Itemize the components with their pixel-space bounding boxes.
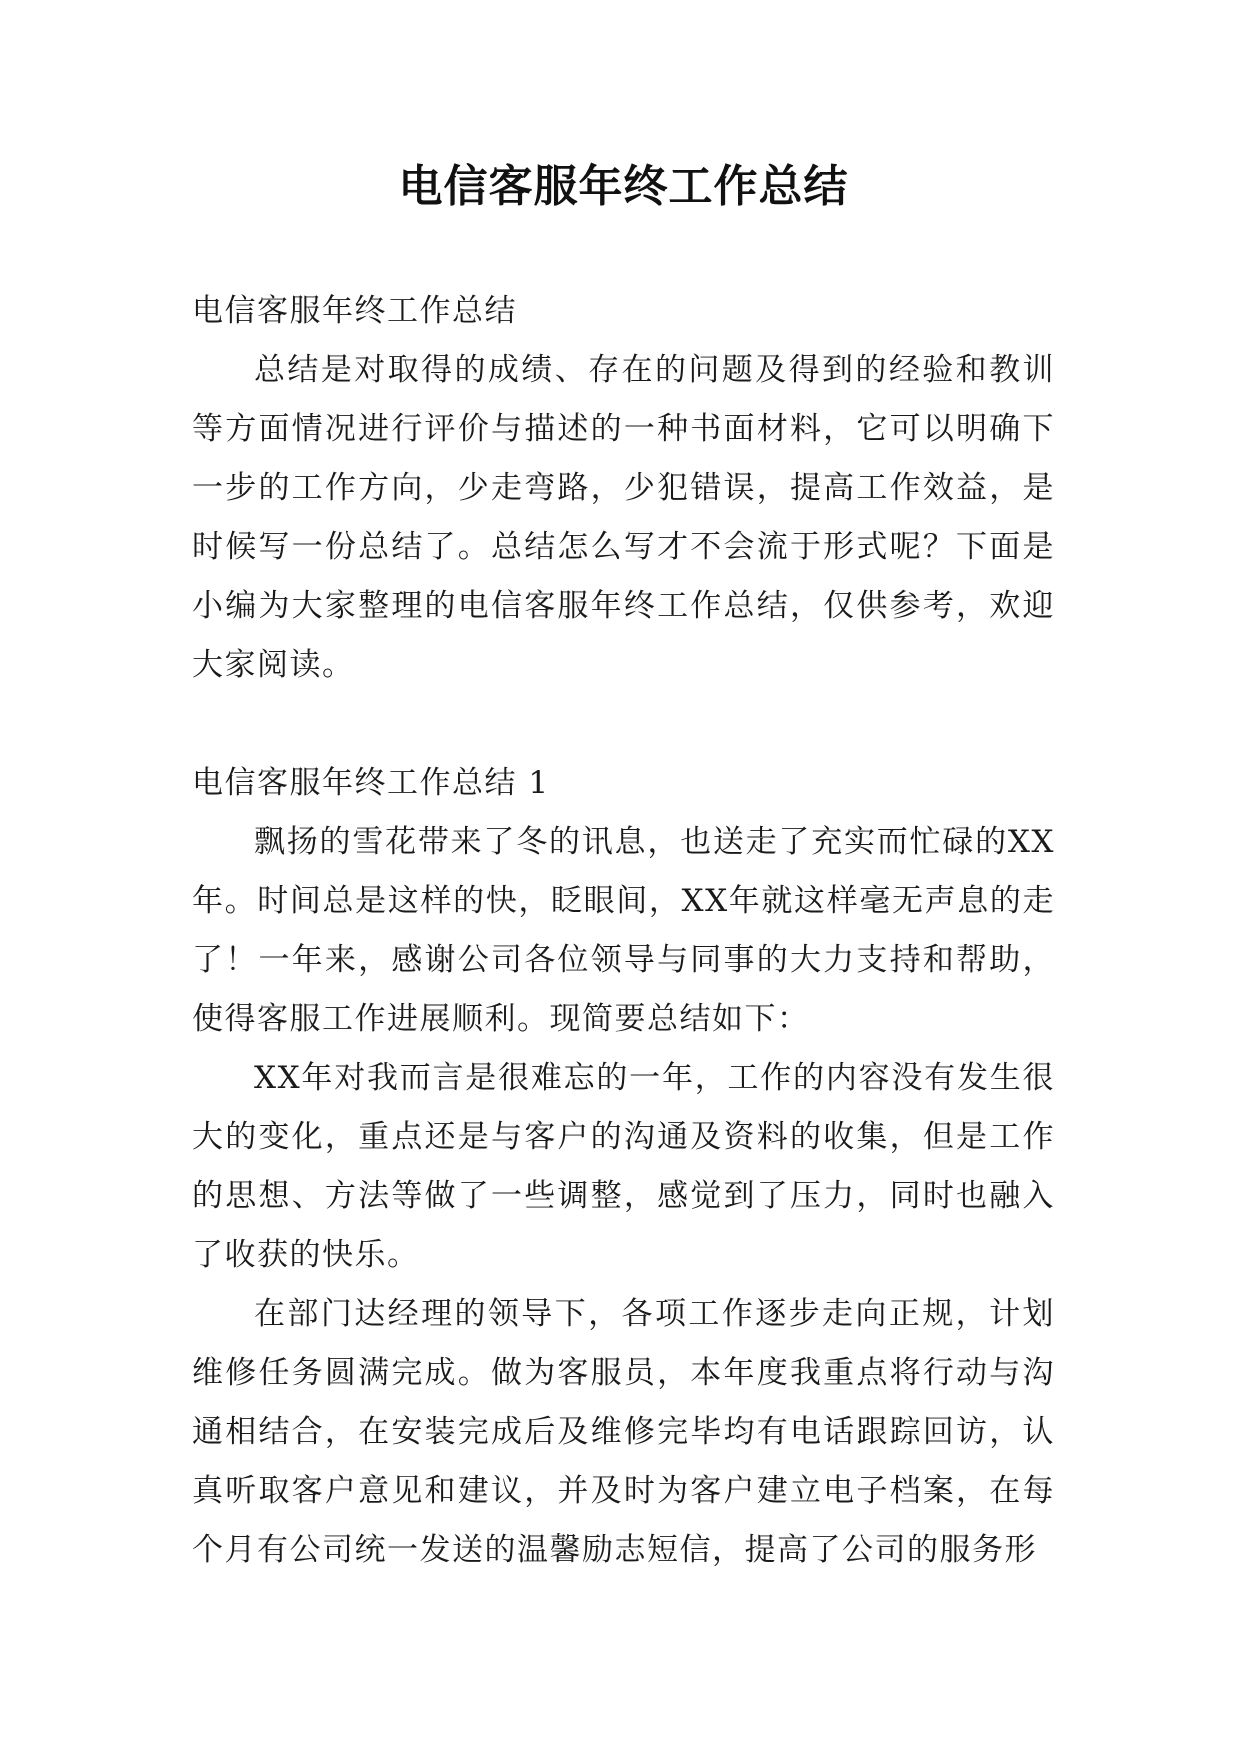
- section-spacer: [192, 695, 1055, 754]
- intro-heading: 电信客服年终工作总结: [192, 293, 517, 329]
- document-body: [192, 282, 1055, 1580]
- section-1-paragraph: XX年对我而言是很难忘的一年，工作的内容没有发生很大的变化，重点还是与客户的沟通及资料的收集，但是工作的思想、方法等做了一些调整，感觉到了压力，同时也融入了收获的快乐。: [192, 1060, 1055, 1273]
- section-1-paragraph: 飘扬的雪花带来了冬的讯息，也送走了充实而忙碌的XX年。时间总是这样的快，眨眼间，XX年就这样毫无声息的走了！一年来，感谢公司各位领导与同事的大力支持和帮助，使得客服工作进展顺利。现简要总结如下：: [192, 824, 1055, 1037]
- document-title: 电信客服年终工作总结: [398, 161, 849, 212]
- intro-paragraph: 总结是对取得的成绩、存在的问题及得到的经验和教训等方面情况进行评价与描述的一种书面材料，它可以明确下一步的工作方向，少走弯路，少犯错误，提高工作效益，是时候写一份总结了。总结怎么写才不会流于形式呢？下面是小编为大家整理的电信客服年终工作总结，仅供参考，欢迎大家阅读。: [192, 352, 1055, 683]
- section-1-paragraph: 在部门达经理的领导下，各项工作逐步走向正规，计划维修任务圆满完成。做为客服员，本年度我重点将行动与沟通相结合，在安装完成后及维修完毕均有电话跟踪回访，认真听取客户意见和建议，并及时为客户建立电子档案，在每个月有公司统一发送的温馨励志短信，提高了公司的服务形: [192, 1296, 1055, 1568]
- section-1-heading: 电信客服年终工作总结 1: [192, 765, 550, 801]
